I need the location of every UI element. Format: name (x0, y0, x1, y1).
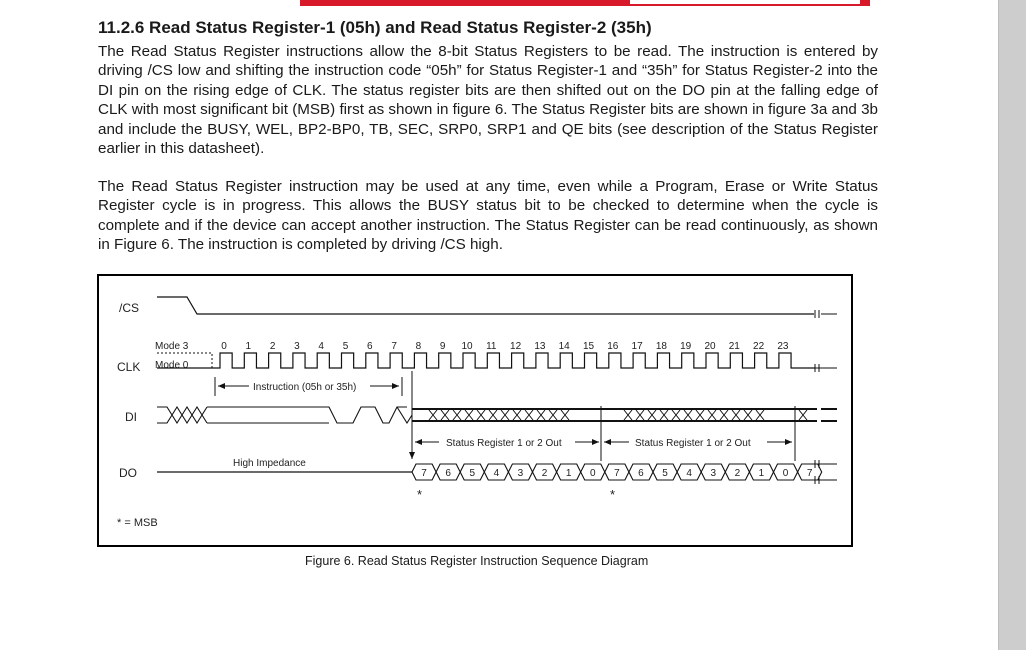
clock-number: 15 (582, 341, 595, 352)
do-bit-label: 2 (541, 468, 548, 479)
clock-number: 0 (221, 341, 227, 352)
output-label-1: Status Register 1 or 2 Out (446, 438, 562, 449)
output-label-2: Status Register 1 or 2 Out (635, 438, 751, 449)
di-dont-care-mark (648, 410, 656, 420)
di-dont-care-mark (732, 410, 740, 420)
do-bit-label: 0 (782, 468, 789, 479)
clock-number: 21 (728, 341, 740, 352)
vertical-scrollbar[interactable] (998, 0, 1026, 650)
do-bit-label: 5 (662, 468, 668, 479)
clock-number: 23 (777, 341, 789, 352)
msb-marker-1: * (417, 487, 423, 502)
do-bit-label: 4 (686, 468, 692, 479)
do-continuation (815, 460, 837, 484)
clk-waveform (157, 353, 815, 368)
clock-number: 9 (439, 341, 446, 352)
clock-number: 5 (342, 341, 349, 352)
msb-marker-2: * (610, 487, 616, 502)
di-dont-care-mark (465, 410, 473, 420)
di-signal-label: DI (125, 410, 137, 424)
do-bit-label: 7 (806, 468, 813, 479)
clock-number: 11 (486, 341, 497, 352)
mode-3-label: Mode 3 (155, 341, 189, 352)
cs-signal-label: /CS (119, 301, 140, 315)
di-dont-care-mark (696, 410, 704, 420)
figure-caption: Figure 6. Read Status Register Instruction Sequence Diagram (305, 554, 649, 568)
cs-waveform (157, 297, 814, 314)
description-paragraph-2: The Read Status Register instruction may be used at any time, even while a Program, Erase or Write Status Register cycle is in progress. This allows the BUSY status bit to be checked to determine when the cycle is complete and if the device can accept another instruction. The Status Register can be read continuously, as shown in Figure 6. The instruction is completed by driving /CS high. (98, 178, 878, 254)
di-dont-care-mark (720, 410, 728, 420)
clock-number: 7 (391, 341, 397, 352)
di-dont-care-mark (744, 410, 752, 420)
di-dont-care-mark (624, 410, 632, 420)
clk-continuation (815, 364, 837, 372)
do-signal-label: DO (119, 466, 137, 480)
do-bit-label: 6 (638, 468, 644, 479)
clk-signal-label: CLK (117, 360, 141, 374)
di-dont-care-region (429, 410, 807, 420)
timing-diagram-figure (97, 274, 853, 547)
do-bit-label: 4 (493, 468, 500, 479)
clock-number: 20 (704, 341, 716, 352)
timing-diagram (99, 276, 851, 545)
clock-number: 18 (655, 341, 667, 352)
instruction-label: Instruction (05h or 35h) (253, 382, 357, 393)
clock-number: 1 (245, 341, 252, 352)
do-bit-label: 7 (421, 468, 427, 479)
di-dont-care-mark (537, 410, 545, 420)
di-waveform (157, 407, 412, 423)
do-bit-label: 7 (614, 468, 620, 479)
di-dont-care-mark (513, 410, 521, 420)
cs-waveform-continuation (815, 310, 837, 318)
di-dont-care-mark (636, 410, 644, 420)
clock-number: 22 (753, 341, 765, 352)
clock-number: 3 (294, 341, 300, 352)
di-dont-care-mark (489, 410, 497, 420)
do-bit-label: 6 (445, 468, 451, 479)
do-data-bits (412, 464, 822, 480)
do-bit-label: 3 (517, 468, 524, 479)
section-heading: 11.2.6 Read Status Register-1 (05h) and Read Status Register-2 (35h) (98, 18, 652, 37)
di-dont-care-mark (561, 410, 569, 420)
clock-number: 8 (415, 341, 422, 352)
clock-number: 2 (269, 341, 276, 352)
di-dont-care-mark (756, 410, 764, 420)
clock-number: 17 (631, 341, 643, 352)
high-impedance-label: High Impedance (233, 458, 306, 469)
clock-number: 16 (607, 341, 619, 352)
di-dont-care-mark (549, 410, 557, 420)
do-bit-label: 0 (589, 468, 596, 479)
msb-legend: * = MSB (117, 517, 158, 529)
description-paragraph-1: The Read Status Register instructions allow the 8-bit Status Registers to be read. The instruction is entered by driving /CS low and shifting the instruction code “05h” for Status Register-1 and “35h” for Status Register-2 into the DI pin on the rising edge of CLK. The status register bits are then shifted out on the DO pin at the falling edge of CLK with most significant bit (MSB) first as shown in figure 6. The Status Register bits are shown in figure 3a and 3b and include the BUSY, WEL, BP2-BP0, TB, SEC, SRP0, SRP1 and QE bits (see description of the Status Register earlier in this datasheet). (98, 43, 878, 158)
di-dont-care-mark (660, 410, 668, 420)
do-bit-label: 3 (710, 468, 717, 479)
clock-number: 13 (534, 341, 546, 352)
clock-number: 19 (680, 341, 692, 352)
clock-number: 6 (367, 341, 373, 352)
di-dont-care-mark (429, 410, 437, 420)
do-bit-label: 2 (734, 468, 741, 479)
do-bit-label: 1 (565, 468, 572, 479)
do-bit-label: 1 (758, 468, 765, 479)
di-dont-care-mark (672, 410, 680, 420)
di-dont-care-mark (708, 410, 716, 420)
di-dont-care-mark (477, 410, 485, 420)
winbond-logo-fragment (300, 0, 870, 8)
di-dont-care-mark (453, 410, 461, 420)
di-dont-care-mark (525, 410, 533, 420)
di-dont-care-mark (441, 410, 449, 420)
di-dont-care-mark (501, 410, 509, 420)
do-bit-label: 5 (469, 468, 476, 479)
clock-cycle-numbers (221, 341, 789, 352)
clock-number: 10 (461, 341, 473, 352)
clock-number: 4 (318, 341, 324, 352)
di-dont-care-mark (799, 410, 807, 420)
mode-0-label: Mode 0 (155, 360, 189, 371)
di-dont-care-mark (684, 410, 692, 420)
clock-number: 12 (510, 341, 522, 352)
clock-number: 14 (558, 341, 570, 352)
